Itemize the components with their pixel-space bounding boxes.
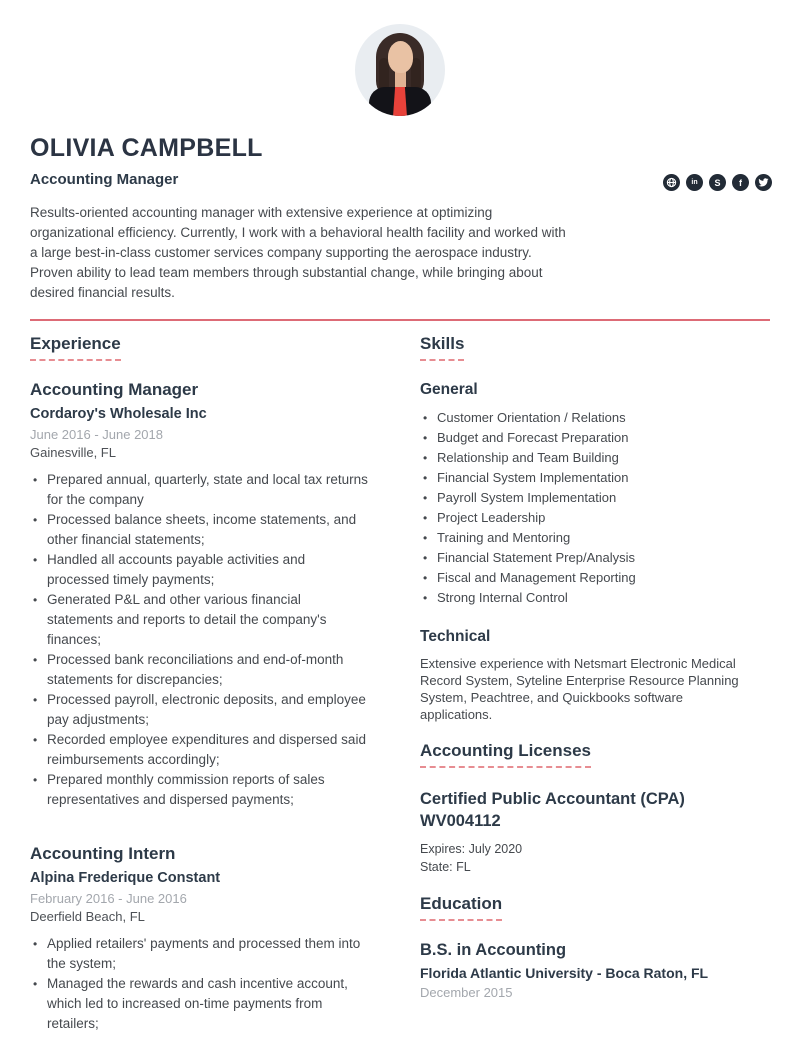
- job-bullet: • Prepared monthly commission reports of sales representatives and dispersed payments;: [30, 770, 370, 810]
- skill-item: • Fiscal and Management Reporting: [420, 568, 770, 588]
- education-date: December 2015: [420, 985, 513, 1000]
- skill-item: • Project Leadership: [420, 508, 770, 528]
- skill-item: • Budget and Forecast Preparation: [420, 428, 770, 448]
- skill-item: • Payroll System Implementation: [420, 488, 770, 508]
- job-bullet: • Processed payroll, electronic deposits, and employee pay adjustments;: [30, 690, 370, 730]
- job-bullet: • Processed bank reconciliations and end-of-month statements for discrepancies;: [30, 650, 370, 690]
- linkedin-glyph: in: [691, 179, 698, 186]
- job-bullet-list: [30, 470, 370, 810]
- job-company: Alpina Frederique Constant: [30, 870, 221, 886]
- license-state: State: FL: [420, 860, 471, 874]
- job-bullet: • Applied retailers' payments and processed them into the system;: [30, 934, 370, 974]
- skills-general-heading: General: [420, 381, 478, 398]
- experience-column: [30, 334, 370, 1034]
- general-skills-list: [420, 408, 770, 608]
- skill-item: • Financial System Implementation: [420, 468, 770, 488]
- linkedin-icon[interactable]: [686, 174, 703, 191]
- licenses-section: [420, 741, 770, 876]
- job-location: Deerfield Beach, FL: [30, 909, 145, 924]
- job-location: Gainesville, FL: [30, 445, 116, 460]
- job-dates: June 2016 - June 2018: [30, 427, 163, 442]
- job-bullet: • Managed the rewards and cash incentive account, which led to increased on-time payments from retailers;: [30, 974, 370, 1034]
- skill-item: • Customer Orientation / Relations: [420, 408, 770, 428]
- skype-icon[interactable]: [709, 174, 726, 191]
- education-section: [420, 894, 770, 1000]
- skill-item: • Training and Mentoring: [420, 528, 770, 548]
- facebook-glyph: f: [739, 177, 742, 188]
- section-divider: [30, 319, 770, 321]
- skills-column: [420, 334, 770, 1034]
- job-company: Cordaroy's Wholesale Inc: [30, 406, 207, 422]
- job-bullet: • Recorded employee expenditures and dispersed said reimbursements accordingly;: [30, 730, 370, 770]
- photo-shirt: [393, 87, 407, 116]
- job-title: Accounting Manager: [30, 380, 199, 399]
- skype-glyph: S: [714, 177, 721, 188]
- skill-item: • Strong Internal Control: [420, 588, 770, 608]
- job-bullet-list: [30, 934, 370, 1034]
- header: [0, 116, 800, 303]
- skills-heading: Skills: [420, 334, 464, 361]
- job-bullet: • Handled all accounts payable activities and processed timely payments;: [30, 550, 370, 590]
- job-title: Accounting Intern: [30, 844, 176, 863]
- skills-technical-heading: Technical: [420, 628, 491, 645]
- skill-item: • Financial Statement Prep/Analysis: [420, 548, 770, 568]
- education-school: Florida Atlantic University - Boca Raton, FL: [420, 965, 709, 981]
- education-degree: B.S. in Accounting: [420, 941, 567, 959]
- licenses-heading: Accounting Licenses: [420, 741, 591, 768]
- job-entry: [30, 380, 370, 810]
- job-bullet: • Processed balance sheets, income statements, and other financial statements;: [30, 510, 370, 550]
- candidate-name: OLIVIA CAMPBELL: [30, 134, 263, 162]
- job-dates: February 2016 - June 2016: [30, 891, 187, 906]
- license-expires: Expires: July 2020: [420, 842, 523, 856]
- job-entry: [30, 844, 370, 1034]
- candidate-title: Accounting Manager: [30, 171, 179, 188]
- profile-photo: [355, 24, 445, 116]
- globe-icon[interactable]: [663, 174, 680, 191]
- technical-skills-text: Extensive experience with Netsmart Electronic Medical Record System, Syteline Enterprise Resource Planning System, Peachtree, and Quickbooks software applications.: [420, 656, 739, 722]
- social-links: [663, 174, 772, 191]
- skill-item: • Relationship and Team Building: [420, 448, 770, 468]
- job-bullet: • Prepared annual, quarterly, state and local tax returns for the company: [30, 470, 370, 510]
- profile-summary: Results-oriented accounting manager with extensive experience at optimizing organizational efficiency. Currently, I work with a behavioral health facility and worked with a large best-in-class customer services company supporting the aerospace industry. Proven ability to lead team members through substantial change, while bringing about desired financial results.: [30, 205, 566, 300]
- education-heading: Education: [420, 894, 502, 921]
- license-meta: [420, 840, 770, 876]
- facebook-icon[interactable]: [732, 174, 749, 191]
- experience-heading: Experience: [30, 334, 121, 361]
- twitter-icon[interactable]: [755, 174, 772, 191]
- job-bullet: • Generated P&L and other various financial statements and reports to detail the company's finances;: [30, 590, 370, 650]
- two-column-body: [0, 334, 800, 1034]
- photo-face: [388, 41, 413, 73]
- license-name: Certified Public Accountant (CPA) WV004112: [420, 790, 685, 830]
